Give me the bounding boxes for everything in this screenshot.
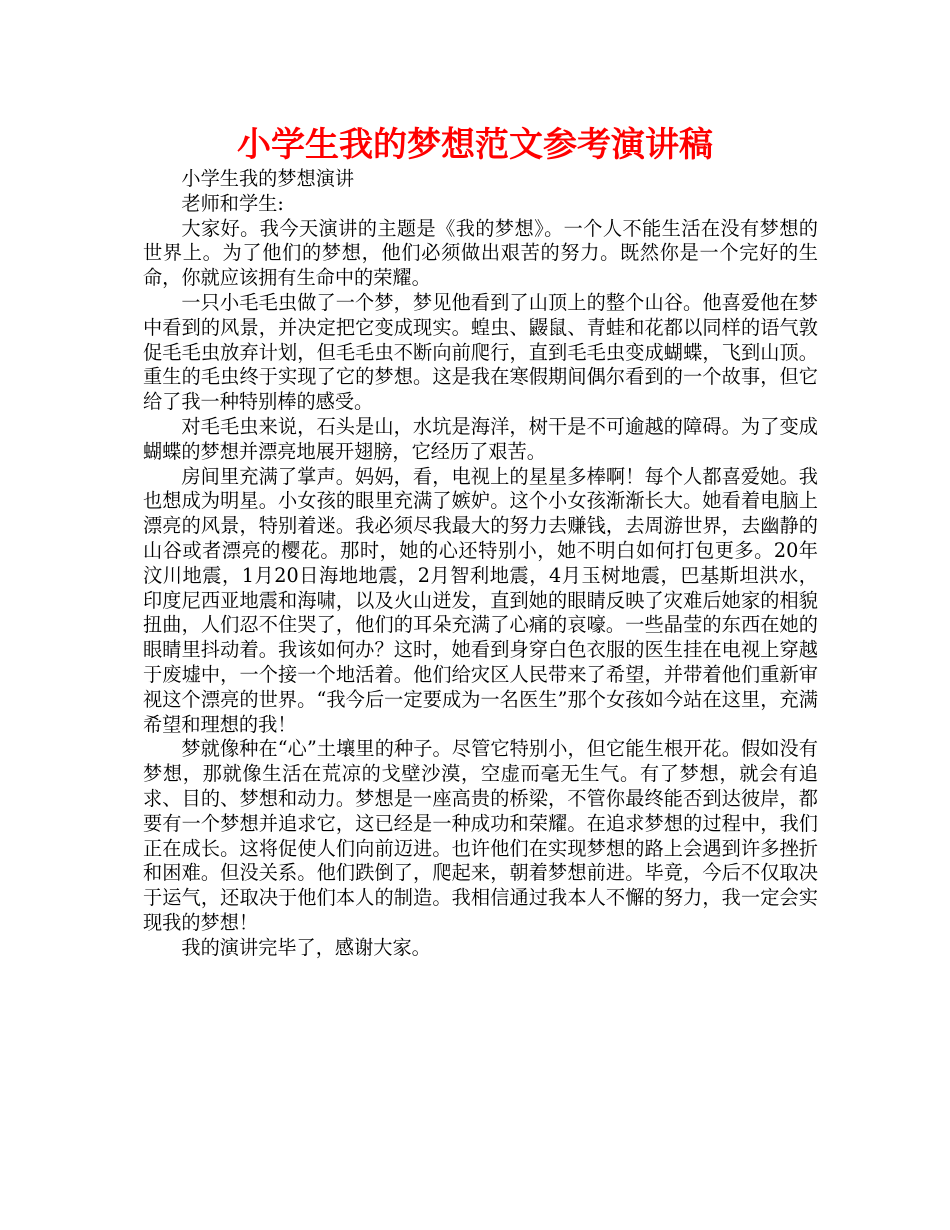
body-paragraph: 一只小毛毛虫做了一个梦，梦见他看到了山顶上的整个山谷。他喜爱他在梦中看到的风景，并决定把它变成现实。蝗虫、鼹鼠、青蛙和花都以同样的语气敦促毛毛虫放弃计划，但毛毛虫不断向前爬行，直到毛毛虫变成蝴蝶，飞到山顶。重生的毛虫终于实现了它的梦想。这是我在寒假期间偶尔看到的一个故事，但它给了我一种特别棒的感受。 xyxy=(143,290,818,414)
body-paragraph: 梦就像种在“心”土壤里的种子。尽管它特别小，但它能生根开花。假如没有梦想，那就像生活在荒凉的戈壁沙漠，空虚而毫无生气。有了梦想，就会有追求、目的、梦想和动力。梦想是一座高贵的桥梁，不管你最终能否到达彼岸，都要有一个梦想并追求它，这已经是一种成功和荣耀。在追求梦想的过程中，我们正在成长。这将促使人们向前迈进。也许他们在实现梦想的路上会遇到许多挫折和困难。但没关系。他们跌倒了，爬起来，朝着梦想前进。毕竟，今后不仅取决于运气，还取决于他们本人的制造。我相信通过我本人不懈的努力，我一定会实现我的梦想！ xyxy=(143,737,818,934)
body-paragraph: 大家好。我今天演讲的主题是《我的梦想》。一个人不能生活在没有梦想的世界上。为了他们的梦想，他们必须做出艰苦的努力。既然你是一个完好的生命，你就应该拥有生命中的荣耀。 xyxy=(143,216,818,290)
salutation-paragraph: 老师和学生: xyxy=(181,191,284,215)
body-paragraph: 对毛毛虫来说，石头是山，水坑是海洋，树干是不可逾越的障碍。为了变成蝴蝶的梦想并漂亮地展开翅膀，它经历了艰苦。 xyxy=(143,414,818,463)
subtitle-paragraph: 小学生我的梦想演讲 xyxy=(181,167,355,190)
body-paragraph: 房间里充满了掌声。妈妈，看，电视上的星星多棒啊！每个人都喜爱她。我也想成为明星。小女孩的眼里充满了嫉妒。这个小女孩渐渐长大。她看着电脑上漂亮的风景，特别着迷。我必须尽我最大的努力去赚钱，去周游世界，去幽静的山谷或者漂亮的樱花。那时，她的心还特别小，她不明白如何打包更多。20年汶川地震，1月20日海地地震，2月智利地震，4月玉树地震，巴基斯坦洪水，印度尼西亚地震和海啸，以及火山迸发，直到她的眼睛反映了灾难后她家的相貌扭曲，人们忍不住哭了，他们的耳朵充满了心痛的哀嚎。一些晶莹的东西在她的眼睛里抖动着。我该如何办？这时，她看到身穿白色衣服的医生挂在电视上穿越于废墟中，一个接一个地活着。他们给灾区人民带来了希望，并带着他们重新审视这个漂亮的世界。“我今后一定要成为一名医生”那个女孩如今站在这里，充满希望和理想的我！ xyxy=(143,464,818,736)
closing-paragraph: 我的演讲完毕了，感谢大家。 xyxy=(181,935,431,959)
document-body xyxy=(143,167,818,961)
document-title: 小学生我的梦想范文参考演讲稿 xyxy=(237,125,713,165)
